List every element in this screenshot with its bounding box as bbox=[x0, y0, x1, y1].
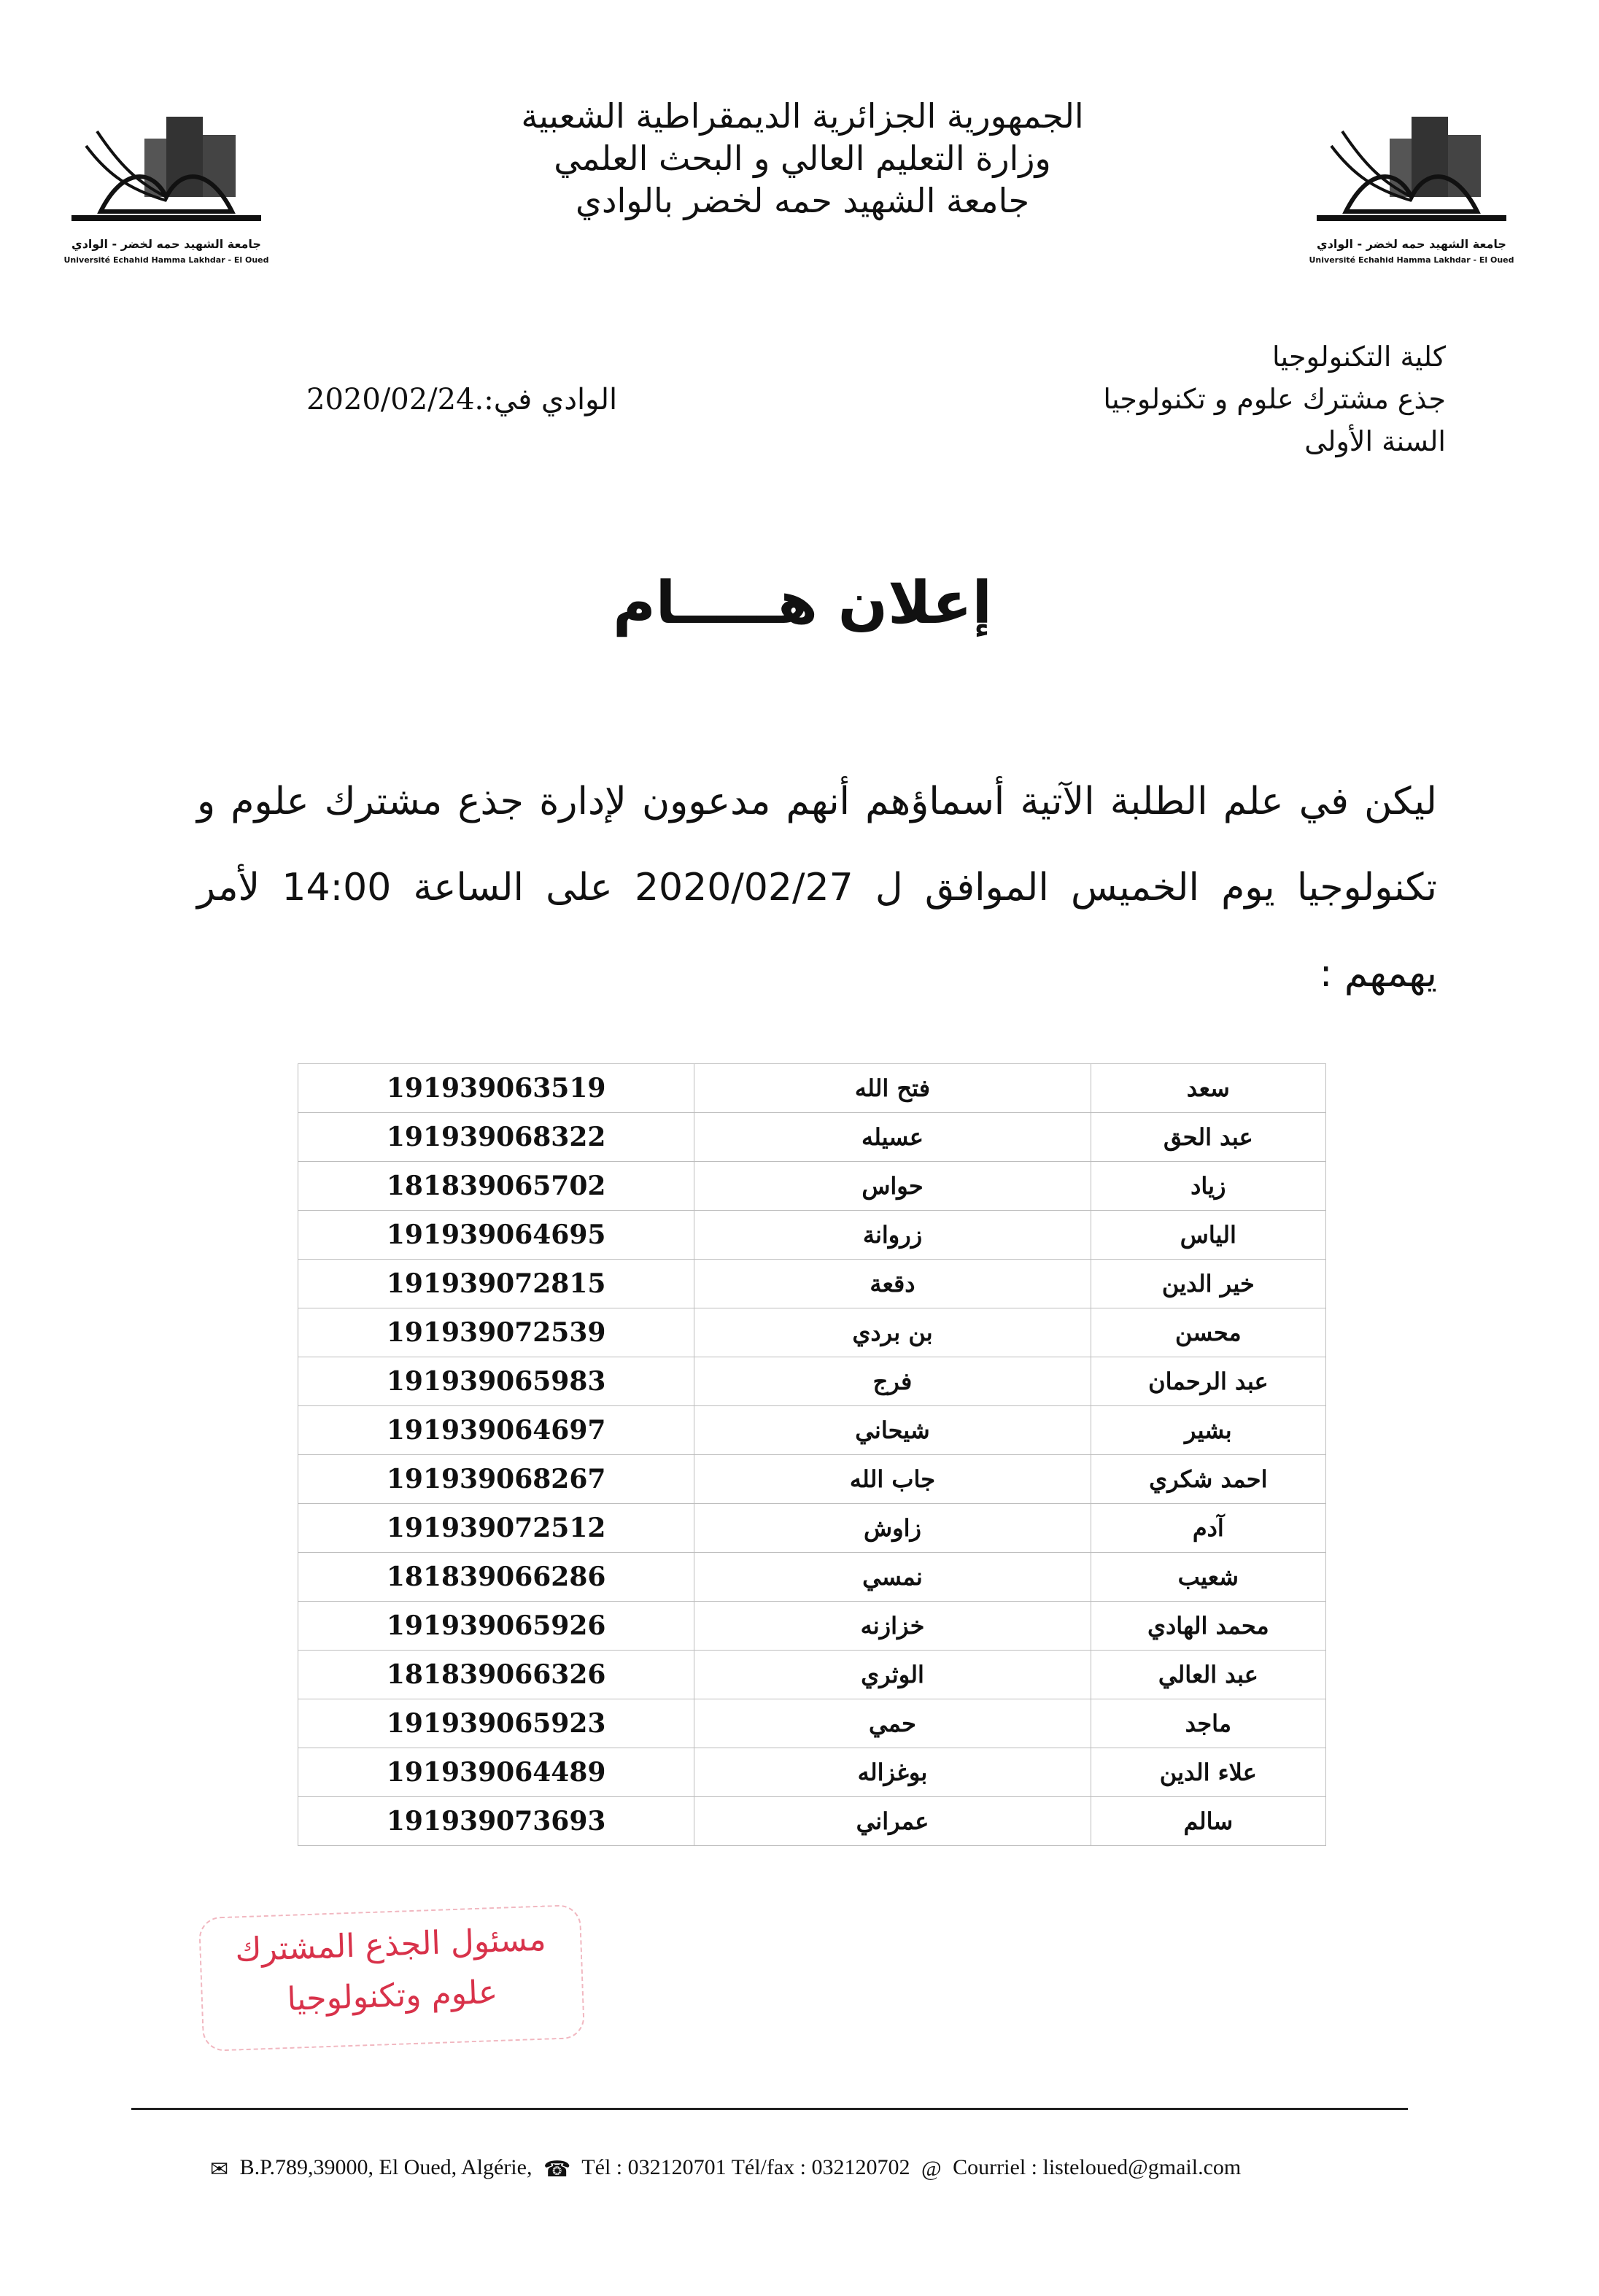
student-last-name: حواس bbox=[694, 1162, 1091, 1211]
student-id: 191939072512 bbox=[298, 1504, 694, 1553]
student-first-name: سالم bbox=[1091, 1797, 1325, 1846]
student-first-name: عبد الرحمان bbox=[1091, 1357, 1325, 1406]
student-id: 181839066286 bbox=[298, 1553, 694, 1602]
table-row bbox=[298, 1748, 1326, 1797]
student-last-name: عمراني bbox=[694, 1797, 1091, 1846]
table-row bbox=[298, 1211, 1326, 1260]
table-row bbox=[298, 1797, 1326, 1846]
announcement-body: ليكن في علم الطلبة الآتية أسماؤهم أنهم مدعوون لإدارة جذع مشترك علوم و تكنولوجيا يوم الخميس الموافق ل 2020/02/27 على الساعة 14:00 لأمر يهمهم : bbox=[197, 780, 1437, 996]
student-id: 181839065702 bbox=[298, 1162, 694, 1211]
student-last-name: شيحاني bbox=[694, 1406, 1091, 1455]
student-last-name: بن بردي bbox=[694, 1308, 1091, 1357]
student-last-name: دقعة bbox=[694, 1260, 1091, 1308]
student-id: 181839066326 bbox=[298, 1651, 694, 1699]
student-id: 191939072815 bbox=[298, 1260, 694, 1308]
table-row bbox=[298, 1113, 1326, 1162]
table-row bbox=[298, 1602, 1326, 1651]
table-row bbox=[298, 1260, 1326, 1308]
official-stamp bbox=[198, 1904, 585, 2052]
student-id: 191939064697 bbox=[298, 1406, 694, 1455]
logo-caption-fr: Université Echahid Hamma Lakhdar - El Oued bbox=[1309, 255, 1514, 265]
header-ministry: وزارة التعليم العالي و البحث العلمي bbox=[554, 139, 1051, 178]
student-first-name: ماجد bbox=[1091, 1699, 1325, 1748]
footer-divider bbox=[131, 2108, 1408, 2110]
student-first-name: عبد الحق bbox=[1091, 1113, 1325, 1162]
student-last-name: عسيله bbox=[694, 1113, 1091, 1162]
year-level: السنة الأولى bbox=[1304, 425, 1446, 457]
student-id: 191939065983 bbox=[298, 1357, 694, 1406]
student-last-name: خزازنه bbox=[694, 1602, 1091, 1651]
mailbox-icon: ✉ bbox=[210, 2157, 229, 2181]
stamp-line-1: مسئول الجذع المشترك bbox=[234, 1920, 547, 1969]
university-logo-graphic bbox=[1302, 102, 1521, 277]
student-first-name: محمد الهادي bbox=[1091, 1602, 1325, 1651]
faculty-block bbox=[1037, 336, 1446, 462]
student-id: 191939068267 bbox=[298, 1455, 694, 1504]
student-first-name: زياد bbox=[1091, 1162, 1325, 1211]
university-logo-graphic bbox=[57, 102, 276, 277]
student-first-name: علاء الدين bbox=[1091, 1748, 1325, 1797]
student-last-name: فتح الله bbox=[694, 1064, 1091, 1113]
logo-caption-ar: جامعة الشهيد حمه لخضر - الوادي bbox=[71, 237, 261, 251]
student-first-name: آدم bbox=[1091, 1504, 1325, 1553]
footer-address: B.P.789,39000, El Oued, Algérie, bbox=[239, 2155, 533, 2179]
header-university: جامعة الشهيد حمه لخضر بالوادي bbox=[575, 181, 1030, 220]
logo-caption-fr: Université Echahid Hamma Lakhdar - El Oued bbox=[63, 255, 269, 265]
student-last-name: بوغزاله bbox=[694, 1748, 1091, 1797]
student-first-name: خير الدين bbox=[1091, 1260, 1325, 1308]
table-row bbox=[298, 1651, 1326, 1699]
table-row bbox=[298, 1504, 1326, 1553]
footer-contact bbox=[204, 2155, 1444, 2182]
university-logo-right bbox=[1302, 102, 1521, 277]
student-last-name: نمسي bbox=[694, 1553, 1091, 1602]
student-first-name: شعيب bbox=[1091, 1553, 1325, 1602]
footer-phone: Tél : 032120701 Tél/fax : 032120702 bbox=[581, 2155, 910, 2179]
student-first-name: عبد العالي bbox=[1091, 1651, 1325, 1699]
header-republic: الجمهورية الجزائرية الديمقراطية الشعبية bbox=[521, 96, 1084, 136]
students-table bbox=[298, 1063, 1326, 1846]
email-icon: @ bbox=[921, 2157, 942, 2181]
student-id: 191939073693 bbox=[298, 1797, 694, 1846]
table-row bbox=[298, 1699, 1326, 1748]
stamp-line-2: علوم وتكنولوجيا bbox=[286, 1973, 498, 2019]
student-last-name: زروانة bbox=[694, 1211, 1091, 1260]
phone-icon: ☎ bbox=[543, 2157, 571, 2181]
student-first-name: احمد شكري bbox=[1091, 1455, 1325, 1504]
table-row bbox=[298, 1308, 1326, 1357]
table-row bbox=[298, 1064, 1326, 1113]
official-header bbox=[438, 95, 1167, 222]
footer-email: Courriel : listeloued@gmail.com bbox=[953, 2155, 1242, 2179]
student-last-name: الوثري bbox=[694, 1651, 1091, 1699]
student-id: 191939065923 bbox=[298, 1699, 694, 1748]
student-id: 191939064489 bbox=[298, 1748, 694, 1797]
student-last-name: حمي bbox=[694, 1699, 1091, 1748]
student-id: 191939068322 bbox=[298, 1113, 694, 1162]
announcement-title: إعلان هـــــام bbox=[613, 569, 992, 637]
table-row bbox=[298, 1357, 1326, 1406]
student-id: 191939064695 bbox=[298, 1211, 694, 1260]
student-last-name: زاوش bbox=[694, 1504, 1091, 1553]
table-row bbox=[298, 1553, 1326, 1602]
table-row bbox=[298, 1406, 1326, 1455]
student-id: 191939063519 bbox=[298, 1064, 694, 1113]
university-logo-left bbox=[57, 102, 276, 277]
logo-caption-ar: جامعة الشهيد حمه لخضر - الوادي bbox=[1317, 237, 1506, 251]
student-first-name: محسن bbox=[1091, 1308, 1325, 1357]
faculty-name: كلية التكنولوجيا bbox=[1271, 341, 1446, 373]
student-last-name: فرج bbox=[694, 1357, 1091, 1406]
student-id: 191939065926 bbox=[298, 1602, 694, 1651]
student-first-name: الياس bbox=[1091, 1211, 1325, 1260]
table-row bbox=[298, 1455, 1326, 1504]
document-date: الوادي في:.2020/02/24 bbox=[306, 383, 618, 416]
student-id: 191939072539 bbox=[298, 1308, 694, 1357]
student-first-name: بشير bbox=[1091, 1406, 1325, 1455]
student-first-name: سعد bbox=[1091, 1064, 1325, 1113]
department-name: جذع مشترك علوم و تكنولوجيا bbox=[1103, 383, 1446, 415]
student-last-name: جاب الله bbox=[694, 1455, 1091, 1504]
table-row bbox=[298, 1162, 1326, 1211]
